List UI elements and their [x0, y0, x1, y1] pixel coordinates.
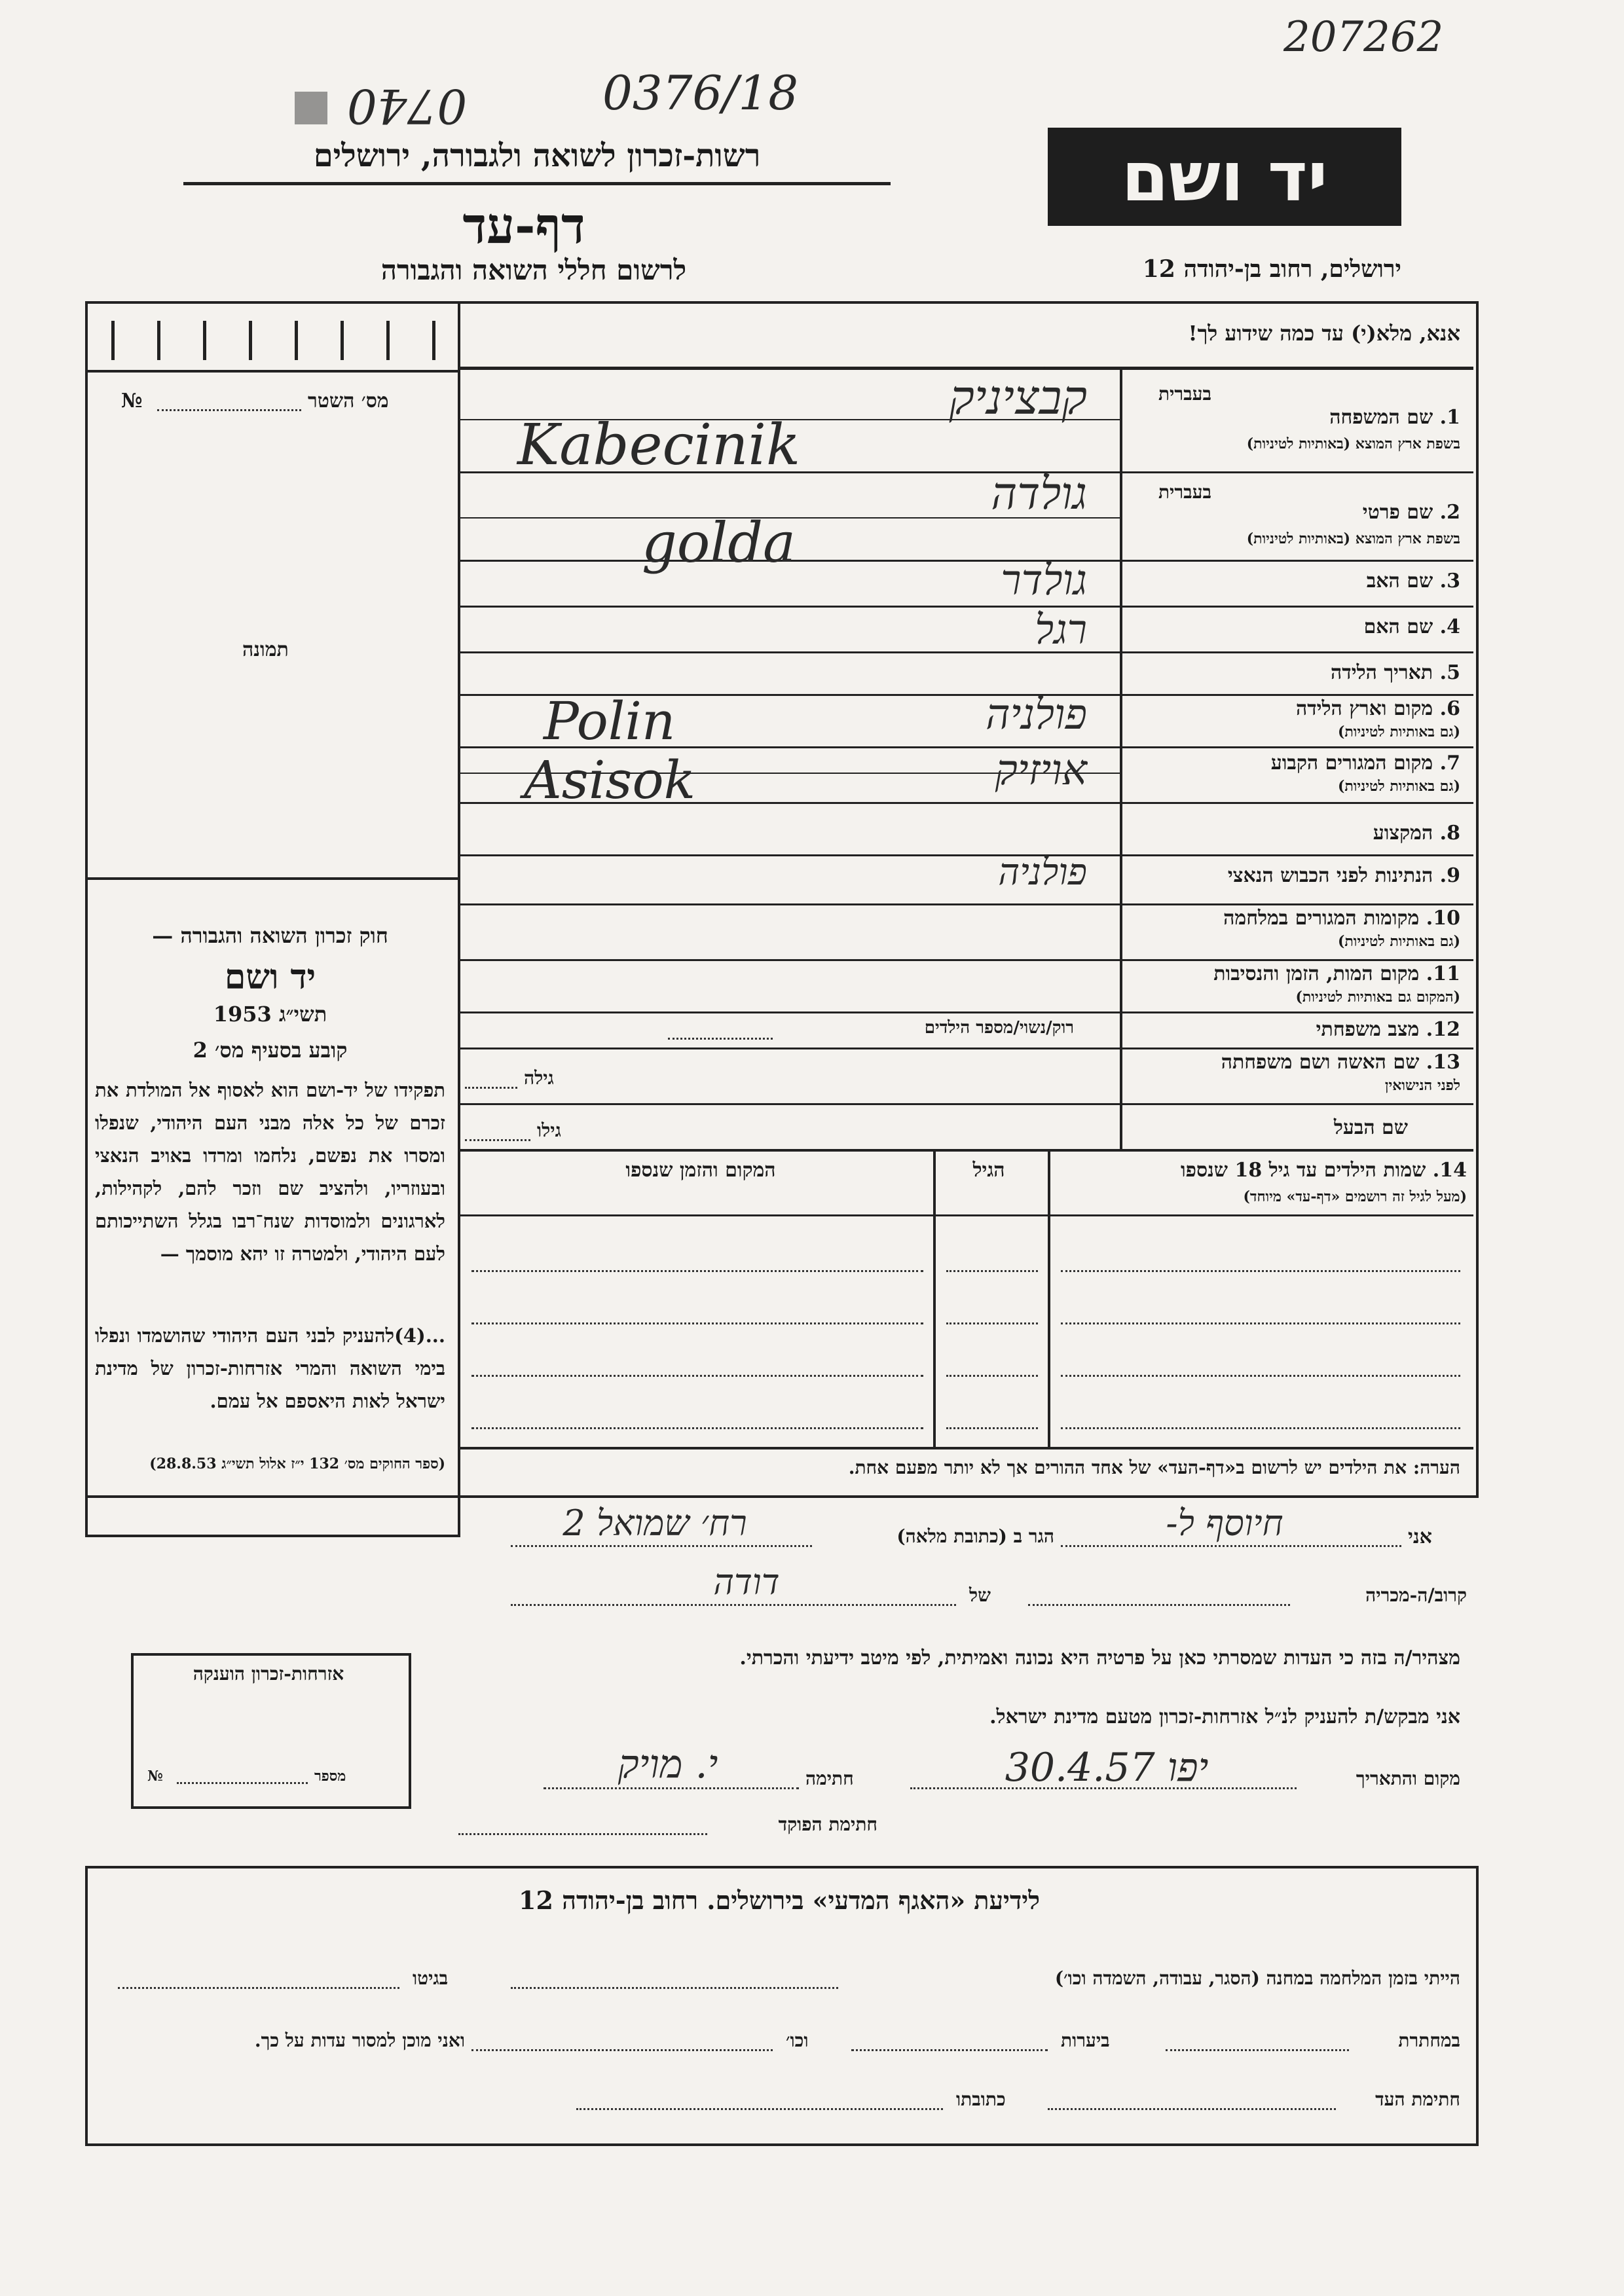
tally-marks	[98, 321, 439, 367]
bottom-line2-a: במחתרת	[1398, 2030, 1460, 2051]
yad-vashem-logo: יד ושם	[1048, 128, 1401, 226]
field-10-sub: (גם באותיות לטיניות)	[1337, 933, 1460, 950]
field-1-label: 1. שם המשפחה	[1329, 406, 1460, 429]
field-3-label: 3. שם האב	[1366, 570, 1460, 592]
field-12-label: 12. מצב משפחתי	[1316, 1018, 1460, 1041]
law-year: 1953 תשי״ג	[213, 1002, 327, 1027]
field-7-value-hebrew: אויזיק	[995, 746, 1087, 795]
children-col-place: המקום והזמן שנספו	[625, 1159, 776, 1182]
place-date-value: 30.4.57 יפו	[1005, 1745, 1209, 1791]
citizenship-title: אזרחות-זכרון הוענקה	[193, 1663, 344, 1685]
handwritten-number-left: 0740	[347, 79, 468, 134]
declarant-ani: אני	[1408, 1525, 1432, 1548]
law-name: יד ושם	[224, 957, 316, 997]
of-label: של	[969, 1584, 991, 1606]
field-2-lang: בעברית	[1158, 481, 1211, 503]
citizenship-number-label: מספר	[314, 1768, 346, 1785]
field-6-label: 6. מקום וארץ הלידה	[1295, 697, 1460, 720]
signature-value: י. מויק	[618, 1741, 718, 1787]
field-1-value-latin: Kabecinik	[517, 412, 801, 478]
declaration-text: מצהיר/ה בזה כי העדות שמסרתי כאן על פרטיה היא נכונה ואמיתית, לפי מיטב ידיעתי והכרתי.	[739, 1647, 1460, 1669]
field-6-value-latin: Polin	[544, 691, 676, 752]
field-6-value-hebrew: פולניה	[986, 691, 1087, 739]
field-8-label: 8. המקצוע	[1373, 822, 1460, 845]
form-subtitle: לרשום חללי השואה והגבורה	[380, 254, 687, 286]
bottom-line2-c: וכו׳	[786, 2030, 809, 2051]
place-date-label: מקום והתאריך	[1356, 1768, 1460, 1789]
address: ירושלים, רחוב בן-יהודה 12	[1142, 255, 1401, 283]
relation-value: דודה	[713, 1561, 780, 1603]
prompt-text: אנא, מלא(י) עד כמה שידוע לך!	[1188, 321, 1460, 346]
authority-underline	[183, 182, 891, 185]
field-1-lang: בעברית	[1158, 383, 1211, 405]
signature-label: חתימה	[805, 1768, 854, 1789]
declarant-address: רח׳ שמואל 2	[563, 1503, 747, 1544]
field-4-label: 4. שם האם	[1363, 615, 1460, 638]
declarant-name: חיוסף ל-	[1166, 1503, 1283, 1544]
marital-options: רוק/נשוי/מספר הילדים	[924, 1018, 1074, 1038]
field-9-value: פולניה	[998, 851, 1087, 894]
husband-age-label: גילו	[537, 1120, 561, 1141]
bottom-line1-a: הייתי בזמן המלחמה במחנה (הסגר, עבודה, השמדה וכו׳)	[1054, 1967, 1460, 1989]
field-7-label: 7. מקום המגורים הקבוע	[1270, 752, 1460, 774]
authority-name: רשות-זכרון לשואה ולגבורה, ירושלים	[313, 137, 761, 174]
field-2-value-latin: golda	[642, 511, 796, 575]
wife-age-label: גילה	[524, 1067, 554, 1089]
dwelling-label: הגר ב (כתובת מלאה)	[896, 1525, 1054, 1547]
law-ref: (ספר החוקים מס׳ 132 י״ז אלול תשי״ג 28.8.53)	[149, 1455, 445, 1472]
children-label: 14. שמות הילדים עד גיל 18 שנספו	[1180, 1159, 1467, 1182]
field-1-sub: בשפת ארץ המוצא (באותיות לטיניות)	[1246, 435, 1460, 452]
field-6-sub: (גם באותיות לטיניות)	[1337, 723, 1460, 740]
children-sub: (מעל לגיל זה רושמים «דף-עד» מיוחד)	[1243, 1188, 1467, 1205]
archive-number: 207262	[1283, 13, 1444, 62]
inspector-label: חתימת הפוקד	[778, 1813, 877, 1835]
note-text: הערה: את הילדים יש לרשום ב«דף-העד» של אחד ההורים אך לא יותר מפעם אחת.	[848, 1457, 1460, 1478]
field-2-sub: בשפת ארץ המוצא (באותיות לטיניות)	[1246, 530, 1460, 547]
serial-no-symbol: №	[121, 390, 143, 412]
bottom-line1-b: בגיטו	[413, 1967, 449, 1989]
photo-label: תמונה	[242, 638, 289, 661]
field-7-value-latin: Asisok	[524, 750, 696, 811]
handwritten-number-mid: 0376/18	[602, 65, 799, 120]
field-2-label: 2. שם פרטי	[1362, 501, 1460, 524]
field-1-value-hebrew: קבציניק	[949, 370, 1087, 425]
field-2-value-hebrew: גולדה	[991, 468, 1087, 520]
field-5-label: 5. תאריך הלידה	[1331, 661, 1460, 684]
serial-label: מס׳ השטר	[308, 390, 389, 412]
field-7-sub: (גם באותיות לטיניות)	[1337, 778, 1460, 795]
field-4-value: רגל	[1035, 606, 1087, 653]
form-title: דף-עד	[462, 196, 585, 255]
citizenship-no-symbol: №	[147, 1768, 163, 1785]
field-13-label: 13. שם האשה ושם משפחתה	[1221, 1051, 1460, 1074]
law-body: תפקידו של יד-ושם הוא לאסוף אל המולדת את זכרם של כל אלה מבני העם היהודי, שנפלו ומסרו את נפשם, נלחמו ומרדו באויב הנאצי ובעוזריו, ולהציב שם וזכר להם, לקהילות, לארגונים ולמוסדות שנח־רבו בגלל השתייכותם לעם היהודי, ולמטרה זו יהא מוסמך —	[95, 1079, 445, 1265]
bottom-line2-d: ואני מוכן למסור עדות על כך.	[254, 2030, 465, 2051]
field-3-value: גולדר	[1001, 556, 1087, 605]
bottom-title: לידיעת «האגף המדעי» בירושלים. רחוב בן-יהודה 12	[519, 1886, 1040, 1915]
stamp-mark	[295, 92, 327, 124]
field-10-label: 10. מקומות המגורים במלחמה	[1223, 907, 1460, 930]
relation-label: קרוב/ה-מכריה	[1365, 1584, 1467, 1606]
husband-label: שם הבעל	[1333, 1116, 1408, 1139]
bottom-line3-b: כתובתו	[956, 2088, 1006, 2110]
law-clause: קובע בסעיף מס׳ 2	[193, 1038, 348, 1063]
field-9-label: 9. הנתינות לפני הכבוש הנאצי	[1227, 864, 1460, 887]
field-11-sub: (המקום גם באותיות לטיניות)	[1295, 989, 1460, 1006]
field-13-sub: לפני הנישואין	[1384, 1077, 1460, 1094]
children-col-age: הגיל	[972, 1159, 1005, 1182]
bottom-line3-a: חתימת העד	[1375, 2088, 1460, 2110]
field-11-label: 11. מקום המות, הזמן והנסיבות	[1213, 962, 1460, 985]
law-item4: ...(4)להעניק לבני העם היהודי שהושמדו ונפלו בימי השואה והמרי אזרחות-זכרון של מדינת ישראל לאות היאספם אל עמם.	[95, 1324, 445, 1412]
law-title: חוק זכרון השואה והגבורה —	[152, 923, 388, 948]
request-text: אני מבקש/ת להעניק לנ״ל אזרחות-זכרון מטעם מדינת ישראל.	[989, 1705, 1460, 1728]
bottom-line2-b: ביערות	[1061, 2030, 1110, 2051]
